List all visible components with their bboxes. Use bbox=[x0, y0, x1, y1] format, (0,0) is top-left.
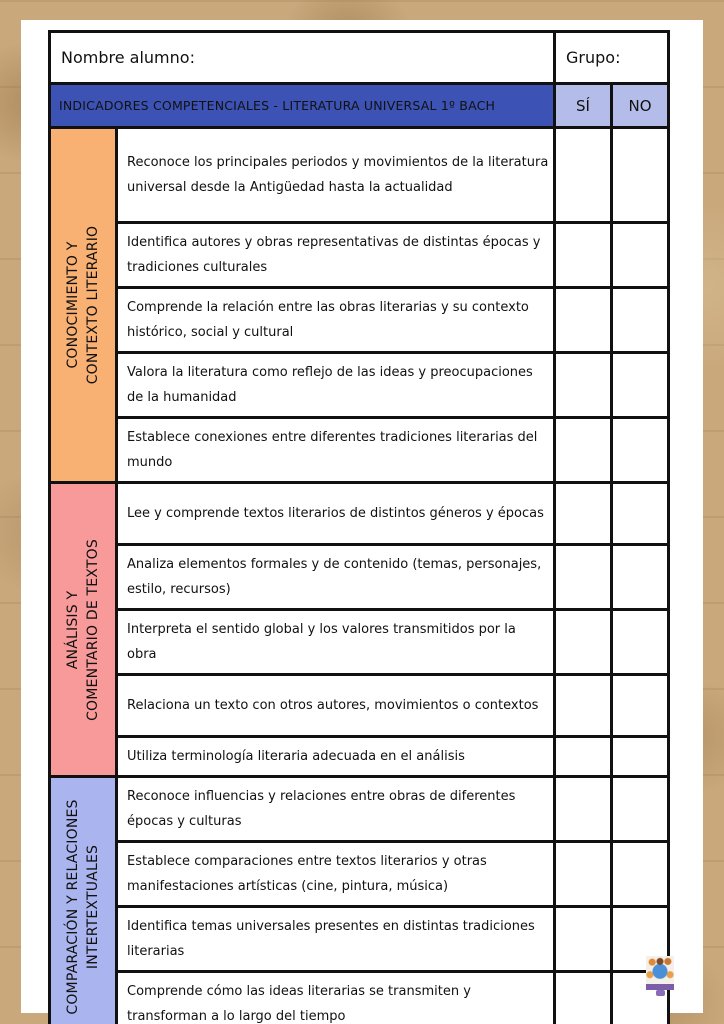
indicator-text: Establece comparaciones entre textos literarios y otras manifestaciones artísticas (cine, pintura, música) bbox=[117, 842, 555, 907]
indicator-text: Reconoce los principales periodos y movimientos de la literatura universal desde la Antigüedad hasta la actualidad bbox=[117, 128, 555, 223]
no-checkbox-cell[interactable] bbox=[612, 223, 669, 288]
student-name-label: Nombre alumno: bbox=[61, 48, 195, 67]
table-row bbox=[50, 842, 669, 907]
si-checkbox-cell[interactable] bbox=[555, 483, 612, 545]
table-row bbox=[50, 907, 669, 972]
publisher-logo-icon bbox=[646, 956, 674, 990]
no-checkbox-cell[interactable] bbox=[612, 418, 669, 483]
group-field[interactable] bbox=[555, 32, 669, 84]
table-row bbox=[50, 288, 669, 353]
si-checkbox-cell[interactable] bbox=[555, 353, 612, 418]
section-label-conocimiento bbox=[50, 128, 117, 483]
table-row bbox=[50, 972, 669, 1024]
section-label-comparacion bbox=[50, 777, 117, 1024]
si-checkbox-cell[interactable] bbox=[555, 128, 612, 223]
indicator-text: Relaciona un texto con otros autores, movimientos o contextos bbox=[117, 675, 555, 737]
student-name-field[interactable] bbox=[50, 32, 555, 84]
table-row bbox=[50, 128, 669, 223]
indicator-text: Comprende cómo las ideas literarias se transmiten y transforman a lo largo del tiempo bbox=[117, 972, 555, 1024]
table-row bbox=[50, 675, 669, 737]
indicator-text: Reconoce influencias y relaciones entre obras de diferentes épocas y culturas bbox=[117, 777, 555, 842]
indicator-text: Lee y comprende textos literarios de distintos géneros y épocas bbox=[117, 483, 555, 545]
rubric-table bbox=[48, 30, 670, 1024]
indicator-text: Analiza elementos formales y de contenido (temas, personajes, estilo, recursos) bbox=[117, 545, 555, 610]
indicator-text: Interpreta el sentido global y los valores transmitidos por la obra bbox=[117, 610, 555, 675]
table-row bbox=[50, 610, 669, 675]
table-title: INDICADORES COMPETENCIALES - LITERATURA UNIVERSAL 1º BACH bbox=[50, 84, 555, 128]
section-label-text: ANÁLISIS Y COMENTARIO DE TEXTOS bbox=[65, 538, 101, 721]
table-row bbox=[50, 418, 669, 483]
no-checkbox-cell[interactable] bbox=[612, 483, 669, 545]
no-checkbox-cell[interactable] bbox=[612, 545, 669, 610]
no-checkbox-cell[interactable] bbox=[612, 737, 669, 777]
section-label-text: COMPARACIÓN Y RELACIONES INTERTEXTUALES bbox=[65, 798, 101, 1015]
no-checkbox-cell[interactable] bbox=[612, 777, 669, 842]
no-checkbox-cell[interactable] bbox=[612, 842, 669, 907]
table-row bbox=[50, 353, 669, 418]
table-row bbox=[50, 737, 669, 777]
indicator-text: Comprende la relación entre las obras literarias y su contexto histórico, social y cultural bbox=[117, 288, 555, 353]
si-checkbox-cell[interactable] bbox=[555, 842, 612, 907]
worksheet-page bbox=[21, 20, 703, 1024]
si-checkbox-cell[interactable] bbox=[555, 288, 612, 353]
table-row bbox=[50, 223, 669, 288]
si-checkbox-cell[interactable] bbox=[555, 418, 612, 483]
table-row bbox=[50, 545, 669, 610]
no-checkbox-cell[interactable] bbox=[612, 353, 669, 418]
si-checkbox-cell[interactable] bbox=[555, 545, 612, 610]
section-label-text: CONOCIMIENTO Y CONTEXTO LITERARIO bbox=[65, 225, 101, 385]
si-checkbox-cell[interactable] bbox=[555, 907, 612, 972]
group-label: Grupo: bbox=[566, 48, 621, 67]
si-checkbox-cell[interactable] bbox=[555, 610, 612, 675]
indicator-text: Establece conexiones entre diferentes tradiciones literarias del mundo bbox=[117, 418, 555, 483]
yes-column-header: SÍ bbox=[555, 84, 612, 128]
table-row bbox=[50, 483, 669, 545]
no-checkbox-cell[interactable] bbox=[612, 610, 669, 675]
indicator-text: Valora la literatura como reflejo de las ideas y preocupaciones de la humanidad bbox=[117, 353, 555, 418]
indicator-text: Identifica temas universales presentes en distintas tradiciones literarias bbox=[117, 907, 555, 972]
no-column-header: NO bbox=[612, 84, 669, 128]
name-group-row bbox=[50, 32, 669, 84]
si-checkbox-cell[interactable] bbox=[555, 675, 612, 737]
si-checkbox-cell[interactable] bbox=[555, 972, 612, 1024]
indicator-text: Utiliza terminología literaria adecuada en el análisis bbox=[117, 737, 555, 777]
title-row bbox=[50, 84, 669, 128]
no-checkbox-cell[interactable] bbox=[612, 675, 669, 737]
indicator-text: Identifica autores y obras representativas de distintas épocas y tradiciones culturales bbox=[117, 223, 555, 288]
publisher-logo-tail bbox=[656, 990, 665, 996]
si-checkbox-cell[interactable] bbox=[555, 223, 612, 288]
table-row bbox=[50, 777, 669, 842]
si-checkbox-cell[interactable] bbox=[555, 777, 612, 842]
section-label-analisis bbox=[50, 483, 117, 777]
si-checkbox-cell[interactable] bbox=[555, 737, 612, 777]
no-checkbox-cell[interactable] bbox=[612, 288, 669, 353]
no-checkbox-cell[interactable] bbox=[612, 128, 669, 223]
